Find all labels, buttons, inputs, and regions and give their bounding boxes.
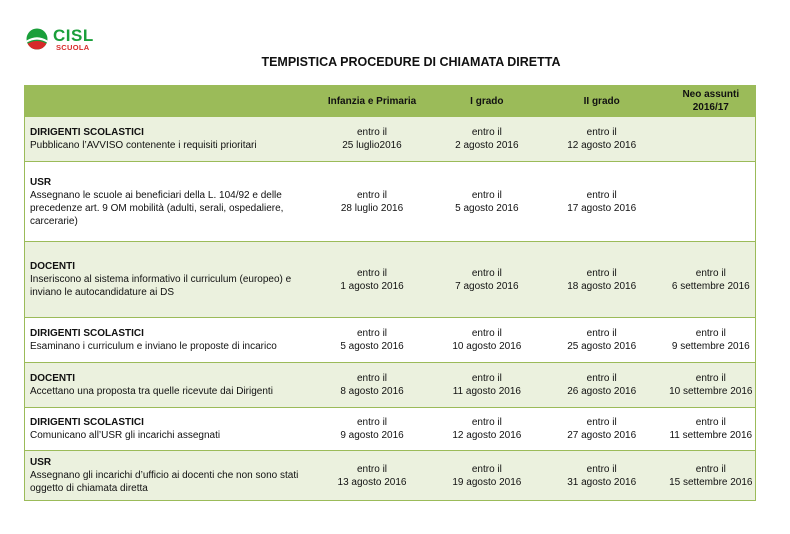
deadline-infanzia-primaria <box>307 363 437 408</box>
deadline-infanzia-primaria <box>307 162 437 242</box>
deadline-prefix: entro il <box>357 328 388 339</box>
deadline-date: 5 agosto 2016 <box>340 341 404 352</box>
page-title: TEMPISTICA PROCEDURE DI CHIAMATA DIRETTA <box>261 55 561 69</box>
column-header-secondo-grado: II grado <box>537 86 667 117</box>
deadline-date: 25 agosto 2016 <box>567 341 637 352</box>
deadline-date: 13 agosto 2016 <box>337 476 407 488</box>
activity-cell <box>25 117 308 162</box>
deadline-date: 27 agosto 2016 <box>567 430 637 441</box>
deadline-prefix: entro il <box>471 127 502 138</box>
deadline-prefix: entro il <box>586 328 617 339</box>
deadline-primo-grado <box>437 451 537 501</box>
role-label: DIRIGENTI SCOLASTICI <box>30 417 144 428</box>
deadline-neo-assunti <box>667 242 756 318</box>
deadline-infanzia-primaria <box>307 451 437 501</box>
deadline-prefix: entro il <box>471 463 502 475</box>
deadline-prefix: entro il <box>586 127 617 138</box>
deadline-date: 11 settembre 2016 <box>669 430 753 441</box>
activity-description: Assegnano gli incarichi d’ufficio ai docenti che non sono stati oggetto di chiamata diretta <box>30 470 299 494</box>
deadline-date: 11 agosto 2016 <box>452 386 521 397</box>
activity-description: Comunicano all’USR gli incarichi assegnati <box>30 430 221 441</box>
deadline-date: 28 luglio 2016 <box>340 202 404 214</box>
deadline-prefix: entro il <box>357 463 388 475</box>
role-label: USR <box>30 457 52 468</box>
deadline-primo-grado <box>437 242 537 318</box>
deadline-secondo-grado <box>537 318 667 363</box>
deadline-neo-assunti <box>667 451 756 501</box>
column-header-infanzia-primaria: Infanzia e Primaria <box>307 86 437 117</box>
activity-description: Inseriscono al sistema informativo il curriculum (europeo) e inviano le autocandidature ai DS <box>30 274 292 298</box>
logo-subtitle: SCUOLA <box>56 43 90 52</box>
deadline-infanzia-primaria <box>307 318 437 363</box>
deadline-secondo-grado <box>537 162 667 242</box>
deadline-prefix: entro il <box>586 267 617 279</box>
deadline-date: 31 agosto 2016 <box>567 476 637 488</box>
deadline-secondo-grado <box>537 451 667 501</box>
deadline-prefix: entro il <box>471 189 502 201</box>
deadline-prefix: entro il <box>695 417 726 428</box>
role-label: DOCENTI <box>30 261 75 272</box>
deadline-date: 25 luglio2016 <box>342 140 402 151</box>
deadline-prefix: entro il <box>357 373 388 384</box>
deadline-infanzia-primaria <box>307 117 437 162</box>
schedule-table <box>24 85 756 501</box>
activity-cell <box>25 242 308 318</box>
column-header-primo-grado: I grado <box>437 86 537 117</box>
deadline-prefix: entro il <box>471 417 502 428</box>
role-label: DOCENTI <box>30 373 75 384</box>
deadline-infanzia-primaria <box>307 408 437 451</box>
deadline-neo-assunti <box>667 363 756 408</box>
role-label: USR <box>30 176 52 188</box>
deadline-prefix: entro il <box>471 267 502 279</box>
table-row <box>25 451 756 501</box>
deadline-primo-grado <box>437 363 537 408</box>
deadline-date: 6 settembre 2016 <box>671 280 750 292</box>
deadline-primo-grado <box>437 117 537 162</box>
activity-cell <box>25 363 308 408</box>
deadline-date: 10 agosto 2016 <box>452 341 522 352</box>
role-label: DIRIGENTI SCOLASTICI <box>30 328 144 339</box>
table-row <box>25 363 756 408</box>
deadline-prefix: entro il <box>695 463 726 475</box>
table-row <box>25 242 756 318</box>
activity-cell <box>25 408 308 451</box>
deadline-prefix: entro il <box>357 127 388 138</box>
deadline-prefix: entro il <box>695 328 726 339</box>
activity-cell <box>25 451 308 501</box>
table-row <box>25 318 756 363</box>
deadline-date: 18 agosto 2016 <box>567 280 637 292</box>
deadline-date: 7 agosto 2016 <box>455 280 519 292</box>
deadline-date: 12 agosto 2016 <box>452 430 522 441</box>
activity-description: Accettano una proposta tra quelle ricevute dai Dirigenti <box>30 386 273 397</box>
deadline-primo-grado <box>437 408 537 451</box>
deadline-infanzia-primaria <box>307 242 437 318</box>
column-header-activity <box>25 86 308 117</box>
activity-cell <box>25 162 308 242</box>
deadline-date: 5 agosto 2016 <box>455 202 519 214</box>
deadline-neo-assunti <box>667 117 756 162</box>
deadline-date: 10 settembre 2016 <box>669 386 753 397</box>
column-header-neo-assunti: Neo assunti 2016/17 <box>667 86 756 117</box>
deadline-prefix: entro il <box>357 189 388 201</box>
activity-cell <box>25 318 308 363</box>
activity-description: Assegnano le scuole ai beneficiari della L. 104/92 e delle precedenze art. 9 OM mobilità (adulti, serali, ospedaliere, carcerarie) <box>30 189 284 227</box>
deadline-date: 2 agosto 2016 <box>455 140 519 151</box>
deadline-primo-grado <box>437 318 537 363</box>
table-row <box>25 117 756 162</box>
table-header-row <box>25 86 756 117</box>
deadline-date: 12 agosto 2016 <box>567 140 637 151</box>
cisl-logo-icon <box>26 28 48 50</box>
deadline-prefix: entro il <box>586 189 617 201</box>
logo-name: CISL <box>53 26 94 45</box>
deadline-date: 9 settembre 2016 <box>671 341 750 352</box>
deadline-date: 17 agosto 2016 <box>567 202 637 214</box>
activity-description: Esaminano i curriculum e inviano le proposte di incarico <box>30 341 277 352</box>
deadline-secondo-grado <box>537 408 667 451</box>
deadline-prefix: entro il <box>357 417 388 428</box>
deadline-prefix: entro il <box>357 267 388 279</box>
cisl-scuola-logo <box>26 27 106 53</box>
deadline-neo-assunti <box>667 408 756 451</box>
deadline-secondo-grado <box>537 242 667 318</box>
deadline-prefix: entro il <box>586 463 617 475</box>
deadline-prefix: entro il <box>695 373 726 384</box>
role-label: DIRIGENTI SCOLASTICI <box>30 127 144 138</box>
deadline-date: 1 agosto 2016 <box>340 280 404 292</box>
deadline-neo-assunti <box>667 162 756 242</box>
deadline-prefix: entro il <box>586 417 617 428</box>
table-row <box>25 162 756 242</box>
deadline-date: 15 settembre 2016 <box>669 476 753 488</box>
deadline-date: 8 agosto 2016 <box>340 386 404 397</box>
deadline-date: 19 agosto 2016 <box>452 476 522 488</box>
deadline-prefix: entro il <box>586 373 617 384</box>
deadline-date: 26 agosto 2016 <box>567 386 637 397</box>
deadline-neo-assunti <box>667 318 756 363</box>
table-row <box>25 408 756 451</box>
activity-description: Pubblicano l’AVVISO contenente i requisiti prioritari <box>30 140 257 151</box>
deadline-secondo-grado <box>537 363 667 408</box>
deadline-date: 9 agosto 2016 <box>340 430 404 441</box>
deadline-prefix: entro il <box>471 373 502 384</box>
deadline-primo-grado <box>437 162 537 242</box>
deadline-secondo-grado <box>537 117 667 162</box>
deadline-prefix: entro il <box>471 328 502 339</box>
deadline-prefix: entro il <box>695 267 726 279</box>
